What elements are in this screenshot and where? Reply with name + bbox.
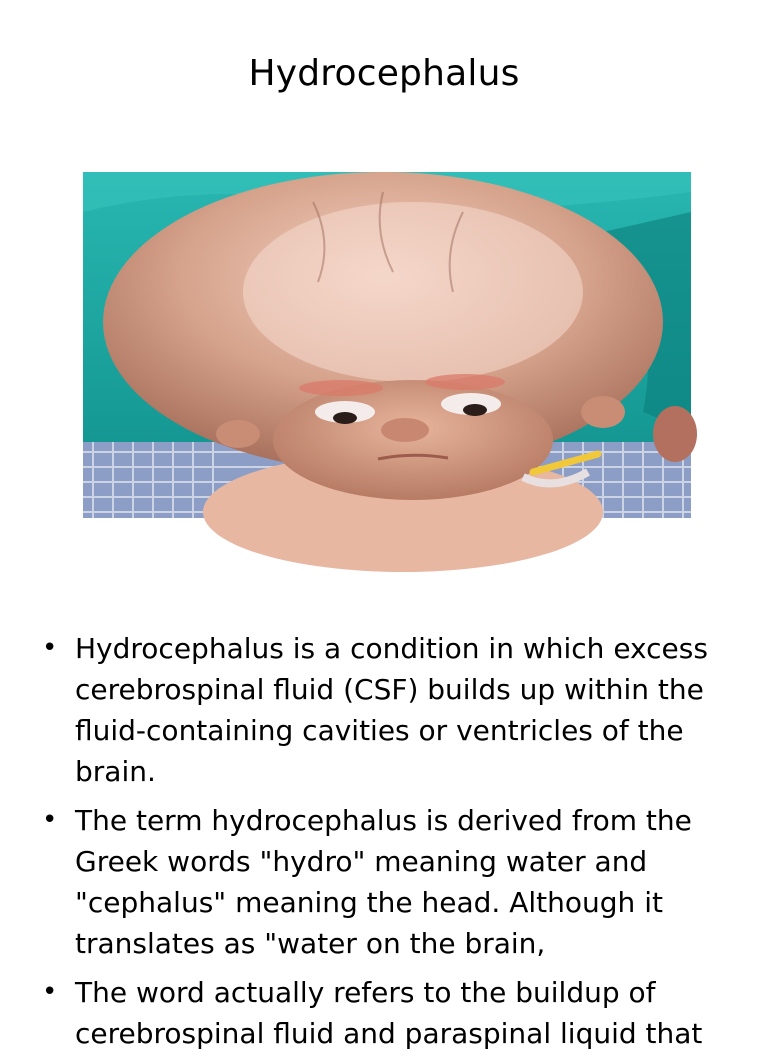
slide-photo xyxy=(83,172,691,518)
bullet-item xyxy=(42,800,742,964)
bullet-text: The word actually refers to the buildup of cerebrospinal fluid and paraspinal liquid that xyxy=(75,976,703,1050)
photo-illustration xyxy=(83,172,691,518)
bullet-item xyxy=(42,972,742,1054)
bullet-item xyxy=(42,628,742,792)
bullet-marker: • xyxy=(42,805,58,835)
bullet-marker: • xyxy=(42,633,58,663)
slide-title: Hydrocephalus xyxy=(248,53,520,94)
bullet-marker: • xyxy=(42,977,58,1007)
bullet-text: Hydrocephalus is a condition in which excess cerebrospinal fluid (CSF) builds up within the fluid-containing cavities or ventricles of the brain. xyxy=(75,632,708,788)
bullet-list xyxy=(42,628,742,1062)
bullet-text: The term hydrocephalus is derived from the Greek words "hydro" meaning water and "cephalus" meaning the head. Although it translates as "water on the brain, xyxy=(75,804,692,960)
